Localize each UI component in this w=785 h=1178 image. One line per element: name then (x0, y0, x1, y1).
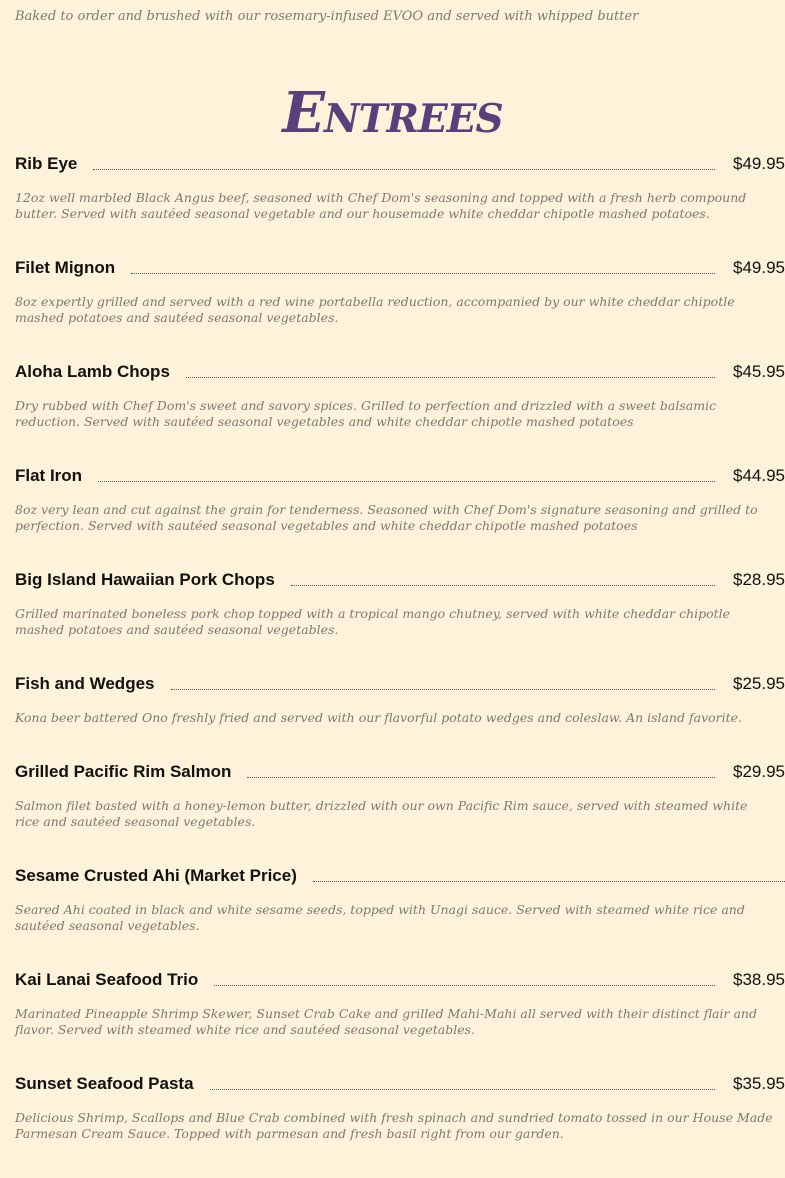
menu-item-header (15, 360, 785, 384)
menu-item-price: $38.95 (733, 970, 785, 989)
menu-item-description: Grilled marinated boneless pork chop topped with a tropical mango chutney, served with white cheddar chipotle mashed potatoes and sautéed seasonal vegetables. (15, 606, 731, 637)
menu-item-price: $35.95 (733, 1074, 785, 1093)
menu-item-aloha-lamb-chops (15, 360, 785, 430)
dotted-leader (171, 688, 716, 690)
menu-item-name: Fish and Wedges (15, 674, 155, 693)
dotted-leader (98, 480, 715, 482)
menu-item-name: Sesame Crusted Ahi (Market Price) (15, 866, 297, 885)
dotted-leader (247, 776, 715, 778)
menu-item-description: Marinated Pineapple Shrimp Skewer, Sunset Crab Cake and grilled Mahi-Mahi all served with their distinct flair and flavor. Served with steamed white rice and sautéed seasonal vegetables. (15, 1006, 757, 1037)
menu-item-name: Rib Eye (15, 154, 78, 173)
menu-item-description: Kona beer battered Ono freshly fried and served with our flavorful potato wedges and coleslaw. An island favorite. (15, 710, 743, 725)
menu-item-description: Delicious Shrimp, Scallops and Blue Crab combined with fresh spinach and sundried tomato tossed in our House Made Parmesan Cream Sauce. Topped with parmesan and fresh basil right from our garden. (15, 1110, 773, 1141)
section-title: Entrees (282, 80, 503, 146)
menu-item-description: 8oz very lean and cut against the grain for tenderness. Seasoned with Chef Dom's signature seasoning and grilled to perfection. Served with sautéed seasonal vegetables and white cheddar chipotle mashed potatoes (15, 502, 758, 533)
menu-item-header (15, 968, 785, 992)
menu-item-fish-and-wedges (15, 672, 785, 726)
menu-item-price: $49.95 (733, 258, 785, 277)
menu-item-price: $45.95 (733, 362, 785, 381)
dotted-leader (186, 376, 715, 378)
menu-item-header (15, 568, 785, 592)
menu-item-name: Big Island Hawaiian Pork Chops (15, 570, 275, 589)
menu-item-filet-mignon (15, 256, 785, 326)
dotted-leader (214, 984, 715, 986)
menu-item-price: $49.95 (733, 154, 785, 173)
menu-item-description: 12oz well marbled Black Angus beef, seasoned with Chef Dom's seasoning and topped with a fresh herb compound butter. Served with sautéed seasonal vegetable and our housemade white cheddar chipotle mashed potatoes. (15, 190, 747, 221)
menu-item-description: Dry rubbed with Chef Dom's sweet and savory spices. Grilled to perfection and drizzled with a sweet balsamic reduction. Served with sautéed seasonal vegetables and white cheddar chipotle mashed potatoes (15, 398, 717, 429)
menu-item-header (15, 464, 785, 488)
dotted-leader (210, 1088, 715, 1090)
menu-item-header (15, 152, 785, 176)
menu-item-pork-chops (15, 568, 785, 638)
menu-item-flat-iron (15, 464, 785, 534)
menu-item-description: 8oz expertly grilled and served with a red wine portabella reduction, accompanied by our white cheddar chipotle mashed potatoes and sautéed seasonal vegetables. (15, 294, 735, 325)
menu-item-description: Salmon filet basted with a honey-lemon butter, drizzled with our own Pacific Rim sauce, served with steamed white rice and sautéed seasonal vegetables. (15, 798, 748, 829)
menu-item-seafood-trio (15, 968, 785, 1038)
menu-item-rib-eye (15, 152, 785, 222)
menu-item-salmon (15, 760, 785, 830)
menu-item-header (15, 256, 785, 280)
menu-item-header (15, 672, 785, 696)
dotted-leader (131, 272, 715, 274)
menu-item-price: $29.95 (733, 762, 785, 781)
menu-item-name: Filet Mignon (15, 258, 116, 277)
dotted-leader (313, 880, 785, 882)
menu-item-description: Seared Ahi coated in black and white sesame seeds, topped with Unagi sauce. Served with steamed white rice and sautéed seasonal vegetables. (15, 902, 745, 933)
previous-item-description: Baked to order and brushed with our rosemary-infused EVOO and served with whipped butter (15, 9, 639, 24)
menu-item-seafood-pasta (15, 1072, 785, 1142)
dotted-leader (93, 168, 715, 170)
menu-item-name: Kai Lanai Seafood Trio (15, 970, 199, 989)
menu-item-name: Flat Iron (15, 466, 83, 485)
menu-item-header (15, 1072, 785, 1096)
menu-item-name: Grilled Pacific Rim Salmon (15, 762, 232, 781)
menu-item-name: Aloha Lamb Chops (15, 362, 170, 381)
menu-item-sesame-ahi (15, 864, 785, 934)
menu-item-price: $44.95 (733, 466, 785, 485)
menu-item-name: Sunset Seafood Pasta (15, 1074, 194, 1093)
dotted-leader (291, 584, 715, 586)
menu-item-price: $28.95 (733, 570, 785, 589)
menu-item-header (15, 760, 785, 784)
menu-item-header (15, 864, 785, 888)
menu-item-price: $25.95 (733, 674, 785, 693)
